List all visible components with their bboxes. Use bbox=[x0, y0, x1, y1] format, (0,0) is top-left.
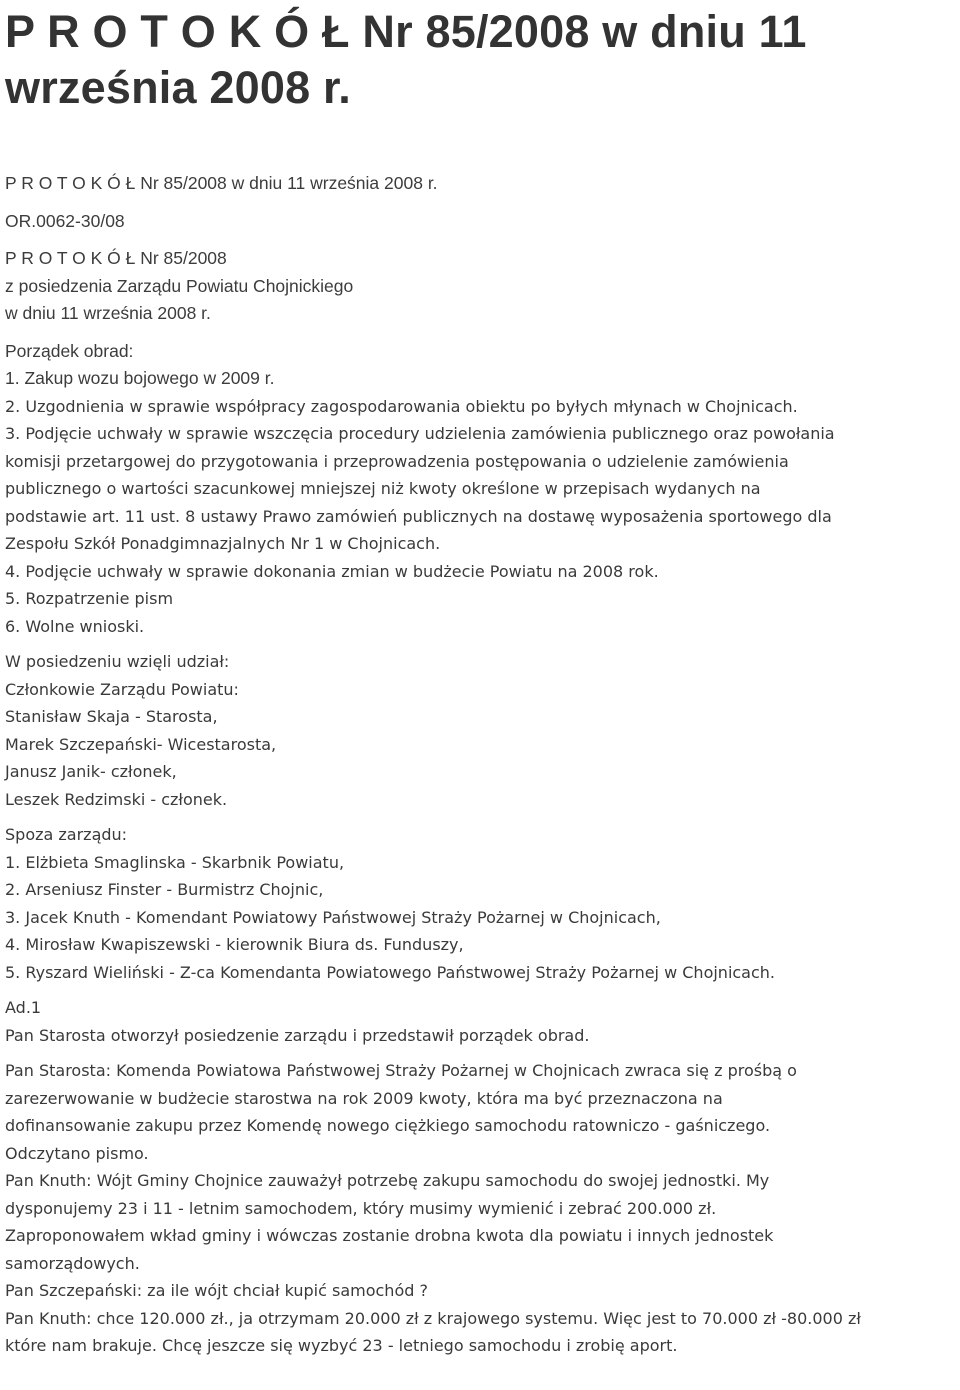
minutes-paragraph-2-line-3: dofinansowanie zakupu przez Komendę nowego ciężkiego samochodu ratowniczo - gaśniczego. bbox=[5, 1116, 771, 1135]
minutes-paragraph-2-line-4: Odczytano pismo. bbox=[5, 1143, 149, 1163]
agenda-item-3-line-2: komisji przetargowej do przygotowania i przeprowadzenia postępowania o udzielenie zamówienia bbox=[5, 451, 789, 471]
outside-person-1: 1. Elżbieta Smaglinska - Skarbnik Powiatu, bbox=[5, 852, 345, 872]
minutes-paragraph-1: Pan Starosta otworzył posiedzenie zarządu i przedstawił porządek obrad. bbox=[5, 1025, 590, 1045]
agenda-item-6: 6. Wolne wnioski. bbox=[5, 616, 145, 636]
outside-label: Spoza zarządu: bbox=[5, 825, 128, 844]
protocol-heading: P R O T O K Ó Ł Nr 85/2008 bbox=[5, 248, 227, 268]
header-block bbox=[5, 170, 957, 393]
agenda-item-4: 4. Podjęcie uchwały w sprawie dokonania zmian w budżecie Powiatu na 2008 rok. bbox=[5, 561, 659, 581]
reference-number: OR.0062-30/08 bbox=[5, 210, 125, 231]
minutes-paragraph-3-line-1: Pan Knuth: Wójt Gminy Chojnice zauważył potrzebę zakupu samochodu do swojej jednostki. My bbox=[5, 1171, 770, 1190]
agenda-label: Porządek obrad: bbox=[5, 340, 134, 361]
agenda-list bbox=[5, 393, 957, 1360]
minutes-paragraph-5-line-1: Pan Knuth: chce 120.000 zł., ja otrzymam 20.000 zł z krajowego systemu. Więc jest to 70.000 zł -80.000 zł bbox=[5, 1308, 861, 1328]
attendance-label: W posiedzeniu wzięli udział: bbox=[5, 652, 230, 671]
title-line-1: P R O T O K Ó Ł Nr 85/2008 w dniu 11 bbox=[5, 6, 807, 57]
outside-person-5: 5. Ryszard Wieliński - Z-ca Komendanta Powiatowego Państwowej Straży Pożarnej w Chojnicach. bbox=[5, 962, 776, 982]
title-line-2: września 2008 r. bbox=[5, 62, 351, 113]
board-member-4: Leszek Redzimski - członek. bbox=[5, 789, 228, 809]
agenda-item-3-line-4: podstawie art. 11 ust. 8 ustawy Prawo zamówień publicznych na dostawę wyposażenia sportowego dla bbox=[5, 506, 832, 526]
meeting-date: w dniu 11 września 2008 r. bbox=[5, 303, 211, 323]
minutes-paragraph-2-line-2: zarezerwowanie w budżecie starostwa na rok 2009 kwoty, która ma być przeznaczona na bbox=[5, 1088, 723, 1108]
board-label: Członkowie Zarządu Powiatu: bbox=[5, 679, 239, 699]
minutes-paragraph-3-line-4: samorządowych. bbox=[5, 1253, 140, 1273]
board-member-3: Janusz Janik- członek, bbox=[5, 762, 177, 781]
outside-person-4: 4. Mirosław Kwapiszewski - kierownik Biura ds. Funduszy, bbox=[5, 935, 464, 954]
document-page bbox=[5, 0, 957, 1360]
ad1-heading: Ad.1 bbox=[5, 998, 42, 1017]
outside-person-2: 2. Arseniusz Finster - Burmistrz Chojnic, bbox=[5, 880, 324, 899]
board-member-1: Stanisław Skaja - Starosta, bbox=[5, 707, 218, 726]
meeting-heading: z posiedzenia Zarządu Powiatu Chojnickiego bbox=[5, 275, 354, 296]
agenda-item-3-line-1: 3. Podjęcie uchwały w sprawie wszczęcia procedury udzielenia zamówienia publicznego oraz powołania bbox=[5, 424, 835, 443]
minutes-paragraph-5-line-2: które nam brakuje. Chcę jeszcze się wyzbyć 23 - letniego samochodu i zrobię aport. bbox=[5, 1336, 678, 1355]
subtitle: P R O T O K Ó Ł Nr 85/2008 w dniu 11 września 2008 r. bbox=[5, 173, 438, 193]
board-member-2: Marek Szczepański- Wicestarosta, bbox=[5, 734, 277, 754]
agenda-item-1: 1. Zakup wozu bojowego w 2009 r. bbox=[5, 368, 275, 388]
minutes-paragraph-3-line-2: dysponujemy 23 i 11 - letnim samochodem, który musimy wymienić i zebrać 200.000 zł. bbox=[5, 1198, 717, 1218]
minutes-paragraph-2-line-1: Pan Starosta: Komenda Powiatowa Państwowej Straży Pożarnej w Chojnicach zwraca się z prośbą o bbox=[5, 1061, 797, 1080]
agenda-item-2: 2. Uzgodnienia w sprawie współpracy zagospodarowania obiektu po byłych młynach w Chojnicach. bbox=[5, 396, 798, 416]
outside-person-3: 3. Jacek Knuth - Komendant Powiatowy Państwowej Straży Pożarnej w Chojnicach, bbox=[5, 907, 661, 927]
minutes-paragraph-4: Pan Szczepański: za ile wójt chciał kupić samochód ? bbox=[5, 1281, 428, 1300]
agenda-item-3-line-5: Zespołu Szkół Ponadgimnazjalnych Nr 1 w Chojnicach. bbox=[5, 534, 441, 553]
agenda-item-5: 5. Rozpatrzenie pism bbox=[5, 589, 174, 608]
agenda-item-3-line-3: publicznego o wartości szacunkowej mniejszej niż kwoty określone w przepisach wydanych na bbox=[5, 479, 761, 498]
document-title bbox=[5, 0, 957, 116]
minutes-paragraph-3-line-3: Zaproponowałem wkład gminy i wówczas zostanie drobna kwota dla powiatu i innych jednostek bbox=[5, 1226, 774, 1245]
